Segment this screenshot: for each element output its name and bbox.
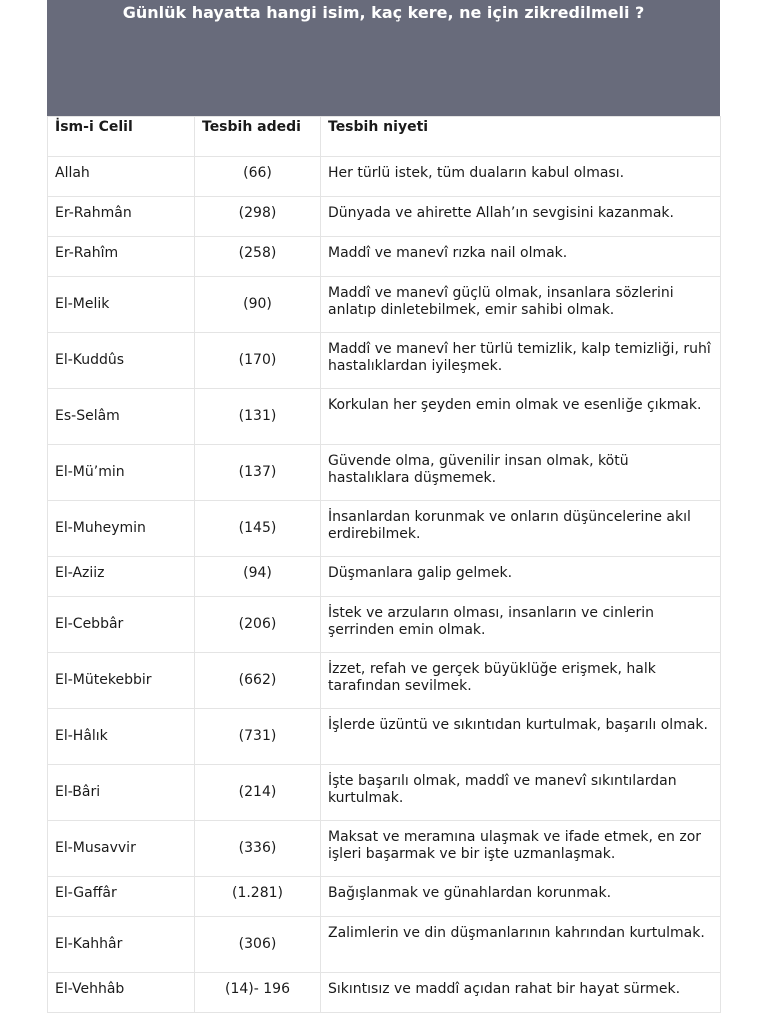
cell-count: (137) bbox=[195, 445, 321, 501]
table-row bbox=[48, 973, 721, 1013]
cell-count: (94) bbox=[195, 557, 321, 597]
cell-count: (131) bbox=[195, 389, 321, 445]
cell-count: (214) bbox=[195, 765, 321, 821]
cell-name: El-Mü’min bbox=[48, 445, 195, 501]
table-row bbox=[48, 597, 721, 653]
cell-name: Allah bbox=[48, 157, 195, 197]
table-row bbox=[48, 197, 721, 237]
cell-intent: Dünyada ve ahirette Allah’ın sevgisini kazanmak. bbox=[321, 197, 721, 237]
cell-intent: Korkulan her şeyden emin olmak ve esenliğe çıkmak. bbox=[321, 389, 721, 445]
cell-intent: Her türlü istek, tüm duaların kabul olması. bbox=[321, 157, 721, 197]
cell-intent: Düşmanlara galip gelmek. bbox=[321, 557, 721, 597]
table-row bbox=[48, 501, 721, 557]
cell-name: El-Gaffâr bbox=[48, 877, 195, 917]
table-row bbox=[48, 877, 721, 917]
cell-name: Er-Rahmân bbox=[48, 197, 195, 237]
cell-count: (1.281) bbox=[195, 877, 321, 917]
cell-intent: İşlerde üzüntü ve sıkıntıdan kurtulmak, başarılı olmak. bbox=[321, 709, 721, 765]
cell-intent: Maksat ve meramına ulaşmak ve ifade etmek, en zor işleri başarmak ve bir işte uzmanlaşmak. bbox=[321, 821, 721, 877]
cell-intent: Sıkıntısız ve maddî açıdan rahat bir hayat sürmek. bbox=[321, 973, 721, 1013]
cell-count: (66) bbox=[195, 157, 321, 197]
table-header-row bbox=[48, 117, 721, 157]
cell-intent: Güvende olma, güvenilir insan olmak, kötü hastalıklara düşmemek. bbox=[321, 445, 721, 501]
document-sheet bbox=[47, 0, 720, 1013]
column-header-count: Tesbih adedi bbox=[195, 117, 321, 157]
table-row bbox=[48, 157, 721, 197]
table-row bbox=[48, 389, 721, 445]
table-row bbox=[48, 653, 721, 709]
cell-count: (662) bbox=[195, 653, 321, 709]
cell-name: El-Aziiz bbox=[48, 557, 195, 597]
cell-intent: İstek ve arzuların olması, insanların ve cinlerin şerrinden emin olmak. bbox=[321, 597, 721, 653]
cell-count: (306) bbox=[195, 917, 321, 973]
cell-count: (90) bbox=[195, 277, 321, 333]
cell-name: El-Melik bbox=[48, 277, 195, 333]
table-row bbox=[48, 917, 721, 973]
cell-intent: Maddî ve manevî rızka nail olmak. bbox=[321, 237, 721, 277]
cell-count: (731) bbox=[195, 709, 321, 765]
cell-intent: İşte başarılı olmak, maddî ve manevî sıkıntılardan kurtulmak. bbox=[321, 765, 721, 821]
cell-name: El-Cebbâr bbox=[48, 597, 195, 653]
cell-count: (298) bbox=[195, 197, 321, 237]
table-row bbox=[48, 445, 721, 501]
table-row bbox=[48, 237, 721, 277]
cell-count: (170) bbox=[195, 333, 321, 389]
column-header-name: İsm-i Celil bbox=[48, 117, 195, 157]
cell-count: (258) bbox=[195, 237, 321, 277]
table-row bbox=[48, 821, 721, 877]
cell-name: El-Muheymin bbox=[48, 501, 195, 557]
cell-name: Es-Selâm bbox=[48, 389, 195, 445]
cell-intent: Zalimlerin ve din düşmanlarının kahrından kurtulmak. bbox=[321, 917, 721, 973]
names-table bbox=[47, 116, 721, 1013]
table-row bbox=[48, 277, 721, 333]
column-header-intent: Tesbih niyeti bbox=[321, 117, 721, 157]
cell-intent: İnsanlardan korunmak ve onların düşüncelerine akıl erdirebilmek. bbox=[321, 501, 721, 557]
page-title: Günlük hayatta hangi isim, kaç kere, ne için zikredilmeli ? bbox=[47, 0, 720, 116]
cell-intent: Bağışlanmak ve günahlardan korunmak. bbox=[321, 877, 721, 917]
cell-count: (336) bbox=[195, 821, 321, 877]
cell-count: (14)- 196 bbox=[195, 973, 321, 1013]
cell-intent: Maddî ve manevî her türlü temizlik, kalp temizliği, ruhî hastalıklardan iyileşmek. bbox=[321, 333, 721, 389]
cell-name: El-Kuddûs bbox=[48, 333, 195, 389]
cell-name: El-Bâri bbox=[48, 765, 195, 821]
cell-name: El-Mütekebbir bbox=[48, 653, 195, 709]
table-row bbox=[48, 333, 721, 389]
cell-intent: Maddî ve manevî güçlü olmak, insanlara sözlerini anlatıp dinletebilmek, emir sahibi olmak. bbox=[321, 277, 721, 333]
cell-name: El-Hâlık bbox=[48, 709, 195, 765]
cell-count: (206) bbox=[195, 597, 321, 653]
cell-name: Er-Rahîm bbox=[48, 237, 195, 277]
cell-name: El-Vehhâb bbox=[48, 973, 195, 1013]
cell-count: (145) bbox=[195, 501, 321, 557]
cell-intent: İzzet, refah ve gerçek büyüklüğe erişmek, halk tarafından sevilmek. bbox=[321, 653, 721, 709]
cell-name: El-Musavvir bbox=[48, 821, 195, 877]
table-row bbox=[48, 709, 721, 765]
cell-name: El-Kahhâr bbox=[48, 917, 195, 973]
table-row bbox=[48, 765, 721, 821]
table-body bbox=[48, 157, 721, 1013]
table-row bbox=[48, 557, 721, 597]
